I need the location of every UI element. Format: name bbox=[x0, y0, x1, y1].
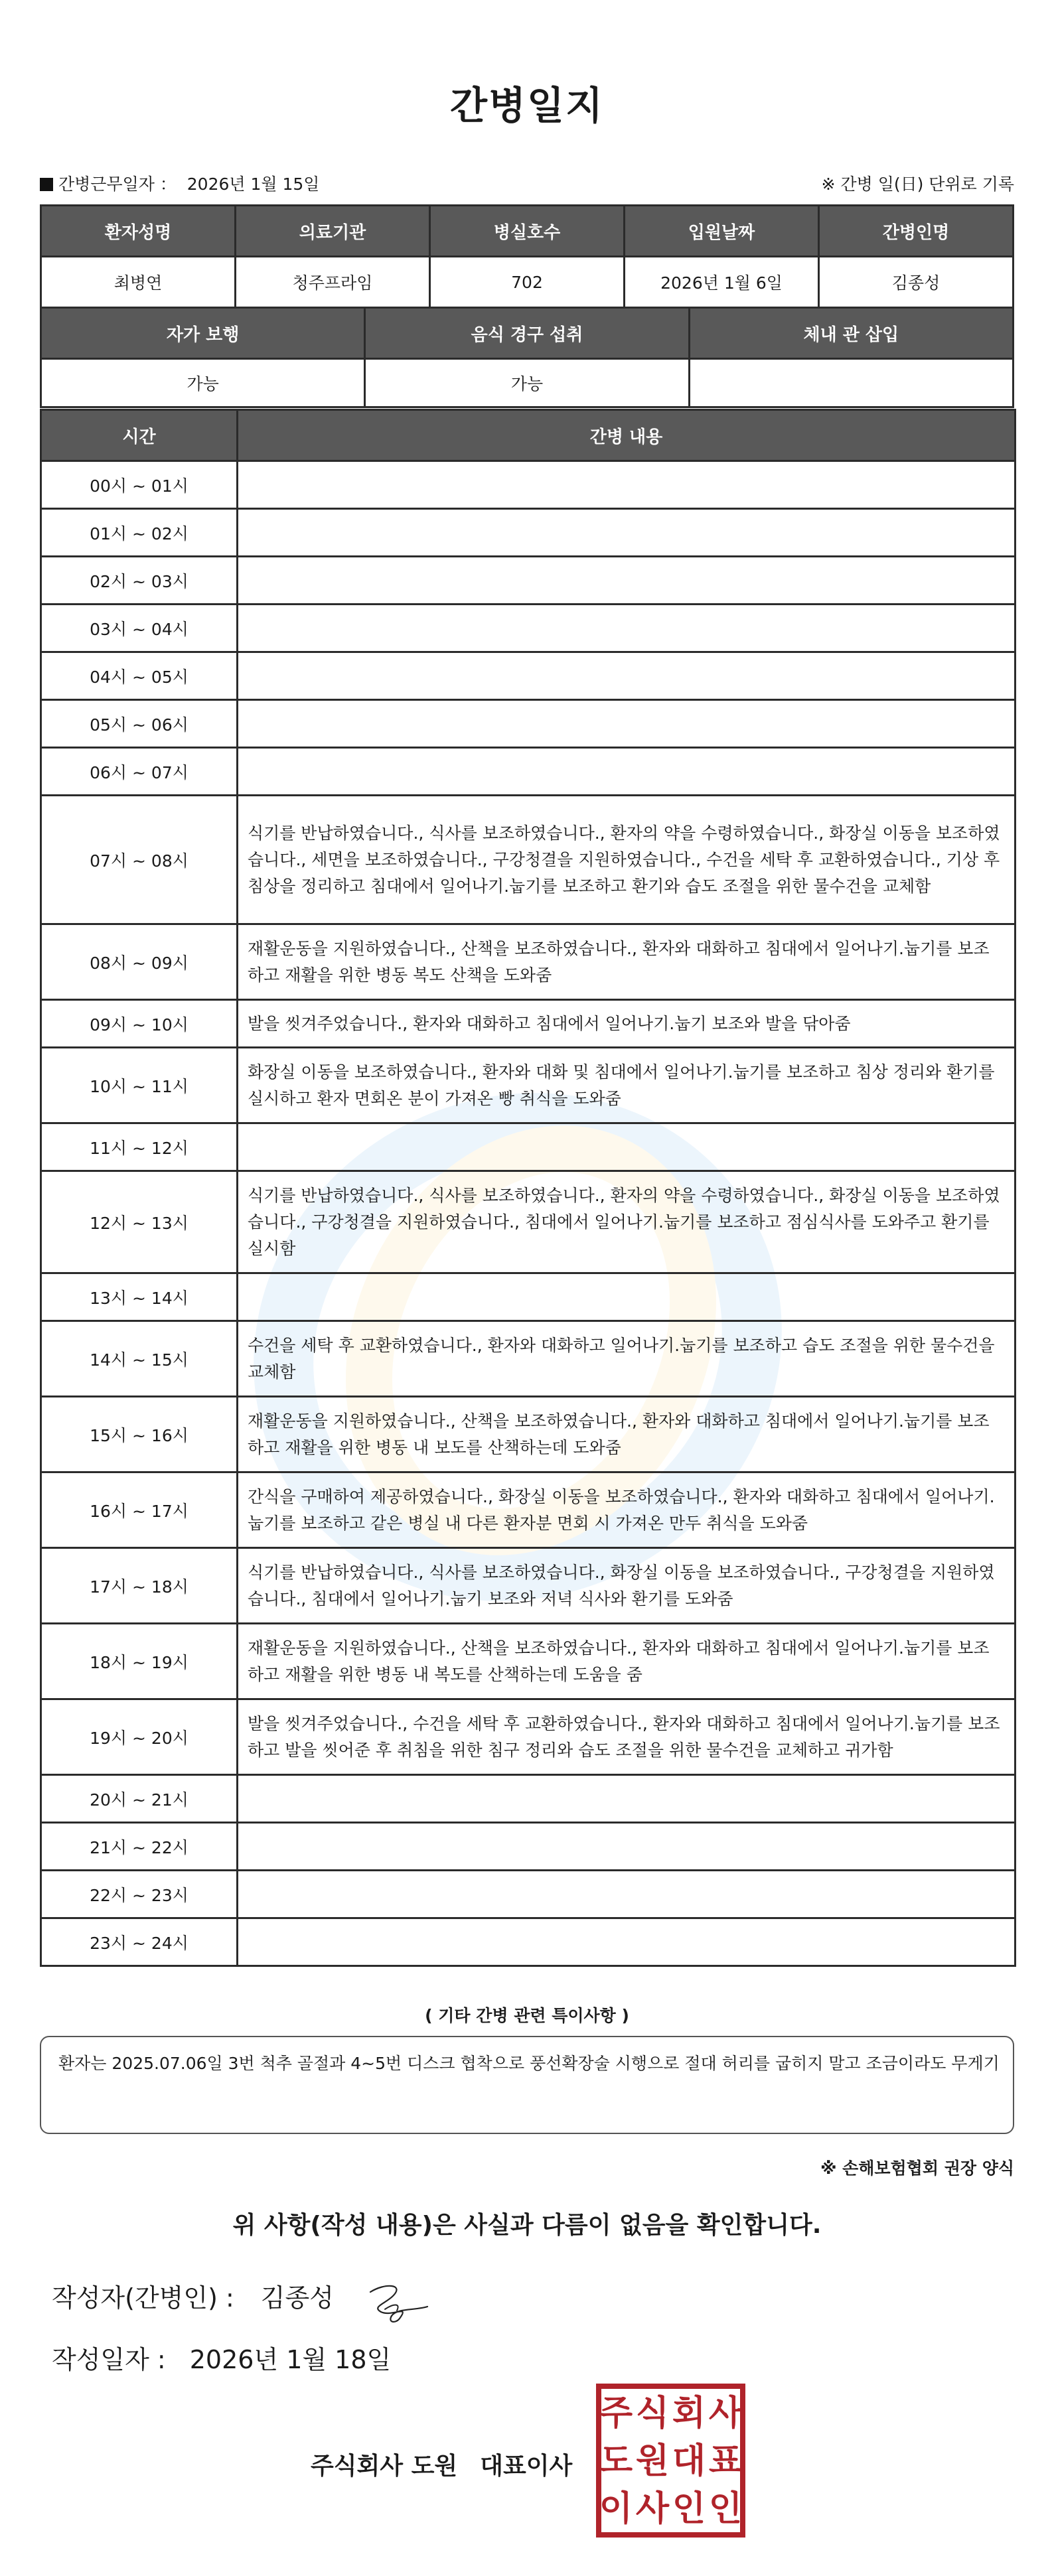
seal-character: 이 bbox=[599, 2488, 633, 2529]
table-row bbox=[41, 605, 1016, 652]
seal-character: 사 bbox=[708, 2393, 743, 2433]
table-row bbox=[41, 1775, 1016, 1823]
care-content bbox=[238, 461, 1016, 509]
seal-character: 인 bbox=[708, 2488, 743, 2529]
patient-info-table bbox=[40, 204, 1014, 309]
written-date-label: 작성일자 : bbox=[52, 2345, 166, 2374]
time-slot: 23시 ~ 24시 bbox=[41, 1918, 238, 1966]
oral-intake: 가능 bbox=[365, 359, 689, 407]
time-slot: 08시 ~ 09시 bbox=[41, 924, 238, 1000]
self-walking: 가능 bbox=[41, 359, 365, 407]
table-row bbox=[41, 1397, 1016, 1472]
table-row bbox=[41, 1548, 1016, 1624]
time-slot: 10시 ~ 11시 bbox=[41, 1048, 238, 1123]
time-slot: 13시 ~ 14시 bbox=[41, 1273, 238, 1321]
care-content: 식기를 반납하였습니다., 식사를 보조하였습니다., 환자의 약을 수령하였습니다., 화장실 이동을 보조하였습니다., 세면을 보조하였습니다., 구강청결을 지원하였습니다., 수건을 세탁 후 교환하였습니다., 기상 후 침상을 정리하고 침대에서 일어나기.눕기를 보조하고 환기와 습도 조절을 위한 물수건을 교체함 bbox=[238, 796, 1016, 924]
table-row bbox=[41, 748, 1016, 796]
seal-character: 원 bbox=[635, 2441, 670, 2481]
care-content: 발을 씻겨주었습니다., 환자와 대화하고 침대에서 일어나기.눕기 보조와 발을 닦아줌 bbox=[238, 1000, 1016, 1048]
table-row bbox=[41, 1699, 1016, 1775]
header-admission-date: 입원날짜 bbox=[625, 206, 819, 257]
time-slot: 12시 ~ 13시 bbox=[41, 1171, 238, 1273]
header-care-content: 간병 내용 bbox=[238, 410, 1016, 461]
seal-character: 표 bbox=[708, 2441, 743, 2481]
time-slot: 05시 ~ 06시 bbox=[41, 700, 238, 748]
care-log-table bbox=[40, 409, 1016, 1967]
care-content bbox=[238, 1871, 1016, 1918]
writer-label: 작성자(간병인) : bbox=[52, 2283, 234, 2313]
seal-character: 대 bbox=[672, 2441, 706, 2481]
time-slot: 15시 ~ 16시 bbox=[41, 1397, 238, 1472]
time-slot: 00시 ~ 01시 bbox=[41, 461, 238, 509]
time-slot: 07시 ~ 08시 bbox=[41, 796, 238, 924]
work-date-label: 간병근무일자 ： bbox=[58, 175, 177, 194]
patient-name: 최병연 bbox=[41, 257, 236, 308]
time-slot: 16시 ~ 17시 bbox=[41, 1472, 238, 1548]
table-row bbox=[41, 652, 1016, 700]
care-content bbox=[238, 1918, 1016, 1966]
table-row bbox=[41, 1321, 1016, 1397]
header-oral-intake: 음식 경구 섭취 bbox=[365, 308, 689, 359]
time-slot: 17시 ~ 18시 bbox=[41, 1548, 238, 1624]
table-row bbox=[41, 1624, 1016, 1699]
writer-name: 김종성 bbox=[260, 2283, 334, 2313]
time-slot: 14시 ~ 15시 bbox=[41, 1321, 238, 1397]
meta-row bbox=[40, 171, 1014, 198]
care-content: 간식을 구매하여 제공하였습니다., 화장실 이동을 보조하였습니다., 환자와 대화하고 침대에서 일어나기.눕기를 보조하고 같은 병실 내 다른 환자분 면회 시 가져온 만두 취식을 도와줌 bbox=[238, 1472, 1016, 1548]
care-content: 재활운동을 지원하였습니다., 산책을 보조하였습니다., 환자와 대화하고 침대에서 일어나기.눕기를 보조하고 재활을 위한 병동 내 복도를 산책하는데 도움을 줌 bbox=[238, 1624, 1016, 1699]
seal-character: 회 bbox=[672, 2393, 706, 2433]
care-content bbox=[238, 509, 1016, 557]
header-self-walking: 자가 보행 bbox=[41, 308, 365, 359]
special-notes-title: ( 기타 간병 관련 특이사항 ) bbox=[425, 2006, 629, 2025]
care-content: 화장실 이동을 보조하였습니다., 환자와 대화 및 침대에서 일어나기.눕기를 보조하고 침상 정리와 환기를 실시하고 환자 면회온 분이 가져온 빵 취식을 도와줌 bbox=[238, 1048, 1016, 1123]
time-slot: 01시 ~ 02시 bbox=[41, 509, 238, 557]
confirmation-statement: 위 사항(작성 내용)은 사실과 다름이 없음을 확인합니다. bbox=[232, 2212, 822, 2239]
care-content bbox=[238, 1273, 1016, 1321]
care-content bbox=[238, 1823, 1016, 1871]
seal-character: 인 bbox=[672, 2488, 706, 2529]
care-content: 식기를 반납하였습니다., 식사를 보조하였습니다., 환자의 약을 수령하였습니다., 화장실 이동을 보조하였습니다., 구강청결을 지원하였습니다., 침대에서 일어나기.눕기를 보조하고 점심식사를 도와주고 환기를 실시함 bbox=[238, 1171, 1016, 1273]
header-room-number: 병실호수 bbox=[430, 206, 625, 257]
table-row bbox=[41, 796, 1016, 924]
written-date-value: 2026년 1월 18일 bbox=[189, 2345, 392, 2374]
table-row bbox=[41, 1273, 1016, 1321]
care-content: 재활운동을 지원하였습니다., 산책을 보조하였습니다., 환자와 대화하고 침대에서 일어나기.눕기를 보조하고 재활을 위한 병동 내 보도를 산책하는데 도와줌 bbox=[238, 1397, 1016, 1472]
header-hospital: 의료기관 bbox=[236, 206, 430, 257]
care-content bbox=[238, 700, 1016, 748]
care-content bbox=[238, 1775, 1016, 1823]
caregiver-name: 김종성 bbox=[819, 257, 1014, 308]
table-row bbox=[41, 1871, 1016, 1918]
company-line bbox=[311, 2447, 572, 2481]
unit-note: ※ 간병 일(日) 단위로 기록 bbox=[821, 175, 1014, 194]
table-row bbox=[41, 1048, 1016, 1123]
header-time: 시간 bbox=[41, 410, 238, 461]
table-row bbox=[41, 557, 1016, 605]
table-row bbox=[41, 461, 1016, 509]
tube-insertion bbox=[689, 359, 1013, 407]
writer-line bbox=[52, 2277, 334, 2314]
hospital: 청주프라임 bbox=[236, 257, 430, 308]
time-slot: 06시 ~ 07시 bbox=[41, 748, 238, 796]
table-row bbox=[41, 924, 1016, 1000]
time-slot: 20시 ~ 21시 bbox=[41, 1775, 238, 1823]
room-number: 702 bbox=[430, 257, 625, 308]
time-slot: 18시 ~ 19시 bbox=[41, 1624, 238, 1699]
company-name: 주식회사 도원 bbox=[311, 2453, 458, 2480]
care-content bbox=[238, 748, 1016, 796]
work-date bbox=[40, 171, 319, 195]
seal-character: 도 bbox=[599, 2441, 633, 2481]
care-content: 수건을 세탁 후 교환하였습니다., 환자와 대화하고 일어나기.눕기를 보조하고 습도 조절을 위한 물수건을 교체함 bbox=[238, 1321, 1016, 1397]
table-row bbox=[41, 1000, 1016, 1048]
seal-character: 사 bbox=[635, 2488, 670, 2529]
company-rep: 대표이사 bbox=[480, 2453, 573, 2480]
care-content: 재활운동을 지원하였습니다., 산책을 보조하였습니다., 환자와 대화하고 침대에서 일어나기.눕기를 보조하고 재활을 위한 병동 복도 산책을 도와줌 bbox=[238, 924, 1016, 1000]
time-slot: 19시 ~ 20시 bbox=[41, 1699, 238, 1775]
care-log-body bbox=[41, 461, 1016, 1966]
page-title: 간병일지 bbox=[449, 83, 605, 128]
table-row bbox=[41, 700, 1016, 748]
seal-character: 식 bbox=[635, 2393, 670, 2433]
time-slot: 09시 ~ 10시 bbox=[41, 1000, 238, 1048]
patient-status-table bbox=[40, 307, 1014, 408]
table-row bbox=[41, 1823, 1016, 1871]
admission-date: 2026년 1월 6일 bbox=[625, 257, 819, 308]
square-bullet-icon bbox=[40, 178, 53, 191]
care-content bbox=[238, 652, 1016, 700]
time-slot: 21시 ~ 22시 bbox=[41, 1823, 238, 1871]
table-row bbox=[41, 1123, 1016, 1171]
header-patient-name: 환자성명 bbox=[41, 206, 236, 257]
care-content bbox=[238, 605, 1016, 652]
special-notes-text: 환자는 2025.07.06일 3번 척추 골절과 4~5번 디스크 협착으로 풍선확장술 시행으로 절대 허리를 굽히지 말고 조금이라도 무게기 bbox=[58, 2054, 1000, 2073]
time-slot: 03시 ~ 04시 bbox=[41, 605, 238, 652]
table-row bbox=[41, 509, 1016, 557]
seal-character: 주 bbox=[599, 2393, 633, 2433]
care-content: 발을 씻겨주었습니다., 수건을 세탁 후 교환하였습니다., 환자와 대화하고 침대에서 일어나기.눕기를 보조하고 발을 씻어준 후 취침을 위한 침구 정리와 습도 조절을 위한 물수건을 교체하고 귀가함 bbox=[238, 1699, 1016, 1775]
table-row bbox=[41, 1918, 1016, 1966]
time-slot: 11시 ~ 12시 bbox=[41, 1123, 238, 1171]
care-content: 식기를 반납하였습니다., 식사를 보조하였습니다., 화장실 이동을 보조하였습니다., 구강청결을 지원하였습니다., 침대에서 일어나기.눕기 보조와 저녁 식사와 환기를 도와줌 bbox=[238, 1548, 1016, 1624]
signature-icon bbox=[358, 2277, 438, 2330]
care-content bbox=[238, 557, 1016, 605]
written-date-line bbox=[52, 2339, 391, 2376]
table-row bbox=[41, 1171, 1016, 1273]
company-seal-icon bbox=[596, 2384, 745, 2538]
header-tube-insertion: 체내 관 삽입 bbox=[689, 308, 1013, 359]
special-notes-box bbox=[40, 2036, 1014, 2134]
table-row bbox=[41, 1472, 1016, 1548]
time-slot: 02시 ~ 03시 bbox=[41, 557, 238, 605]
care-content bbox=[238, 1123, 1016, 1171]
header-caregiver-name: 간병인명 bbox=[819, 206, 1014, 257]
recommended-form-note: ※ 손해보험협회 권장 양식 bbox=[820, 2159, 1014, 2178]
work-date-value: 2026년 1월 15일 bbox=[187, 175, 320, 194]
time-slot: 04시 ~ 05시 bbox=[41, 652, 238, 700]
time-slot: 22시 ~ 23시 bbox=[41, 1871, 238, 1918]
